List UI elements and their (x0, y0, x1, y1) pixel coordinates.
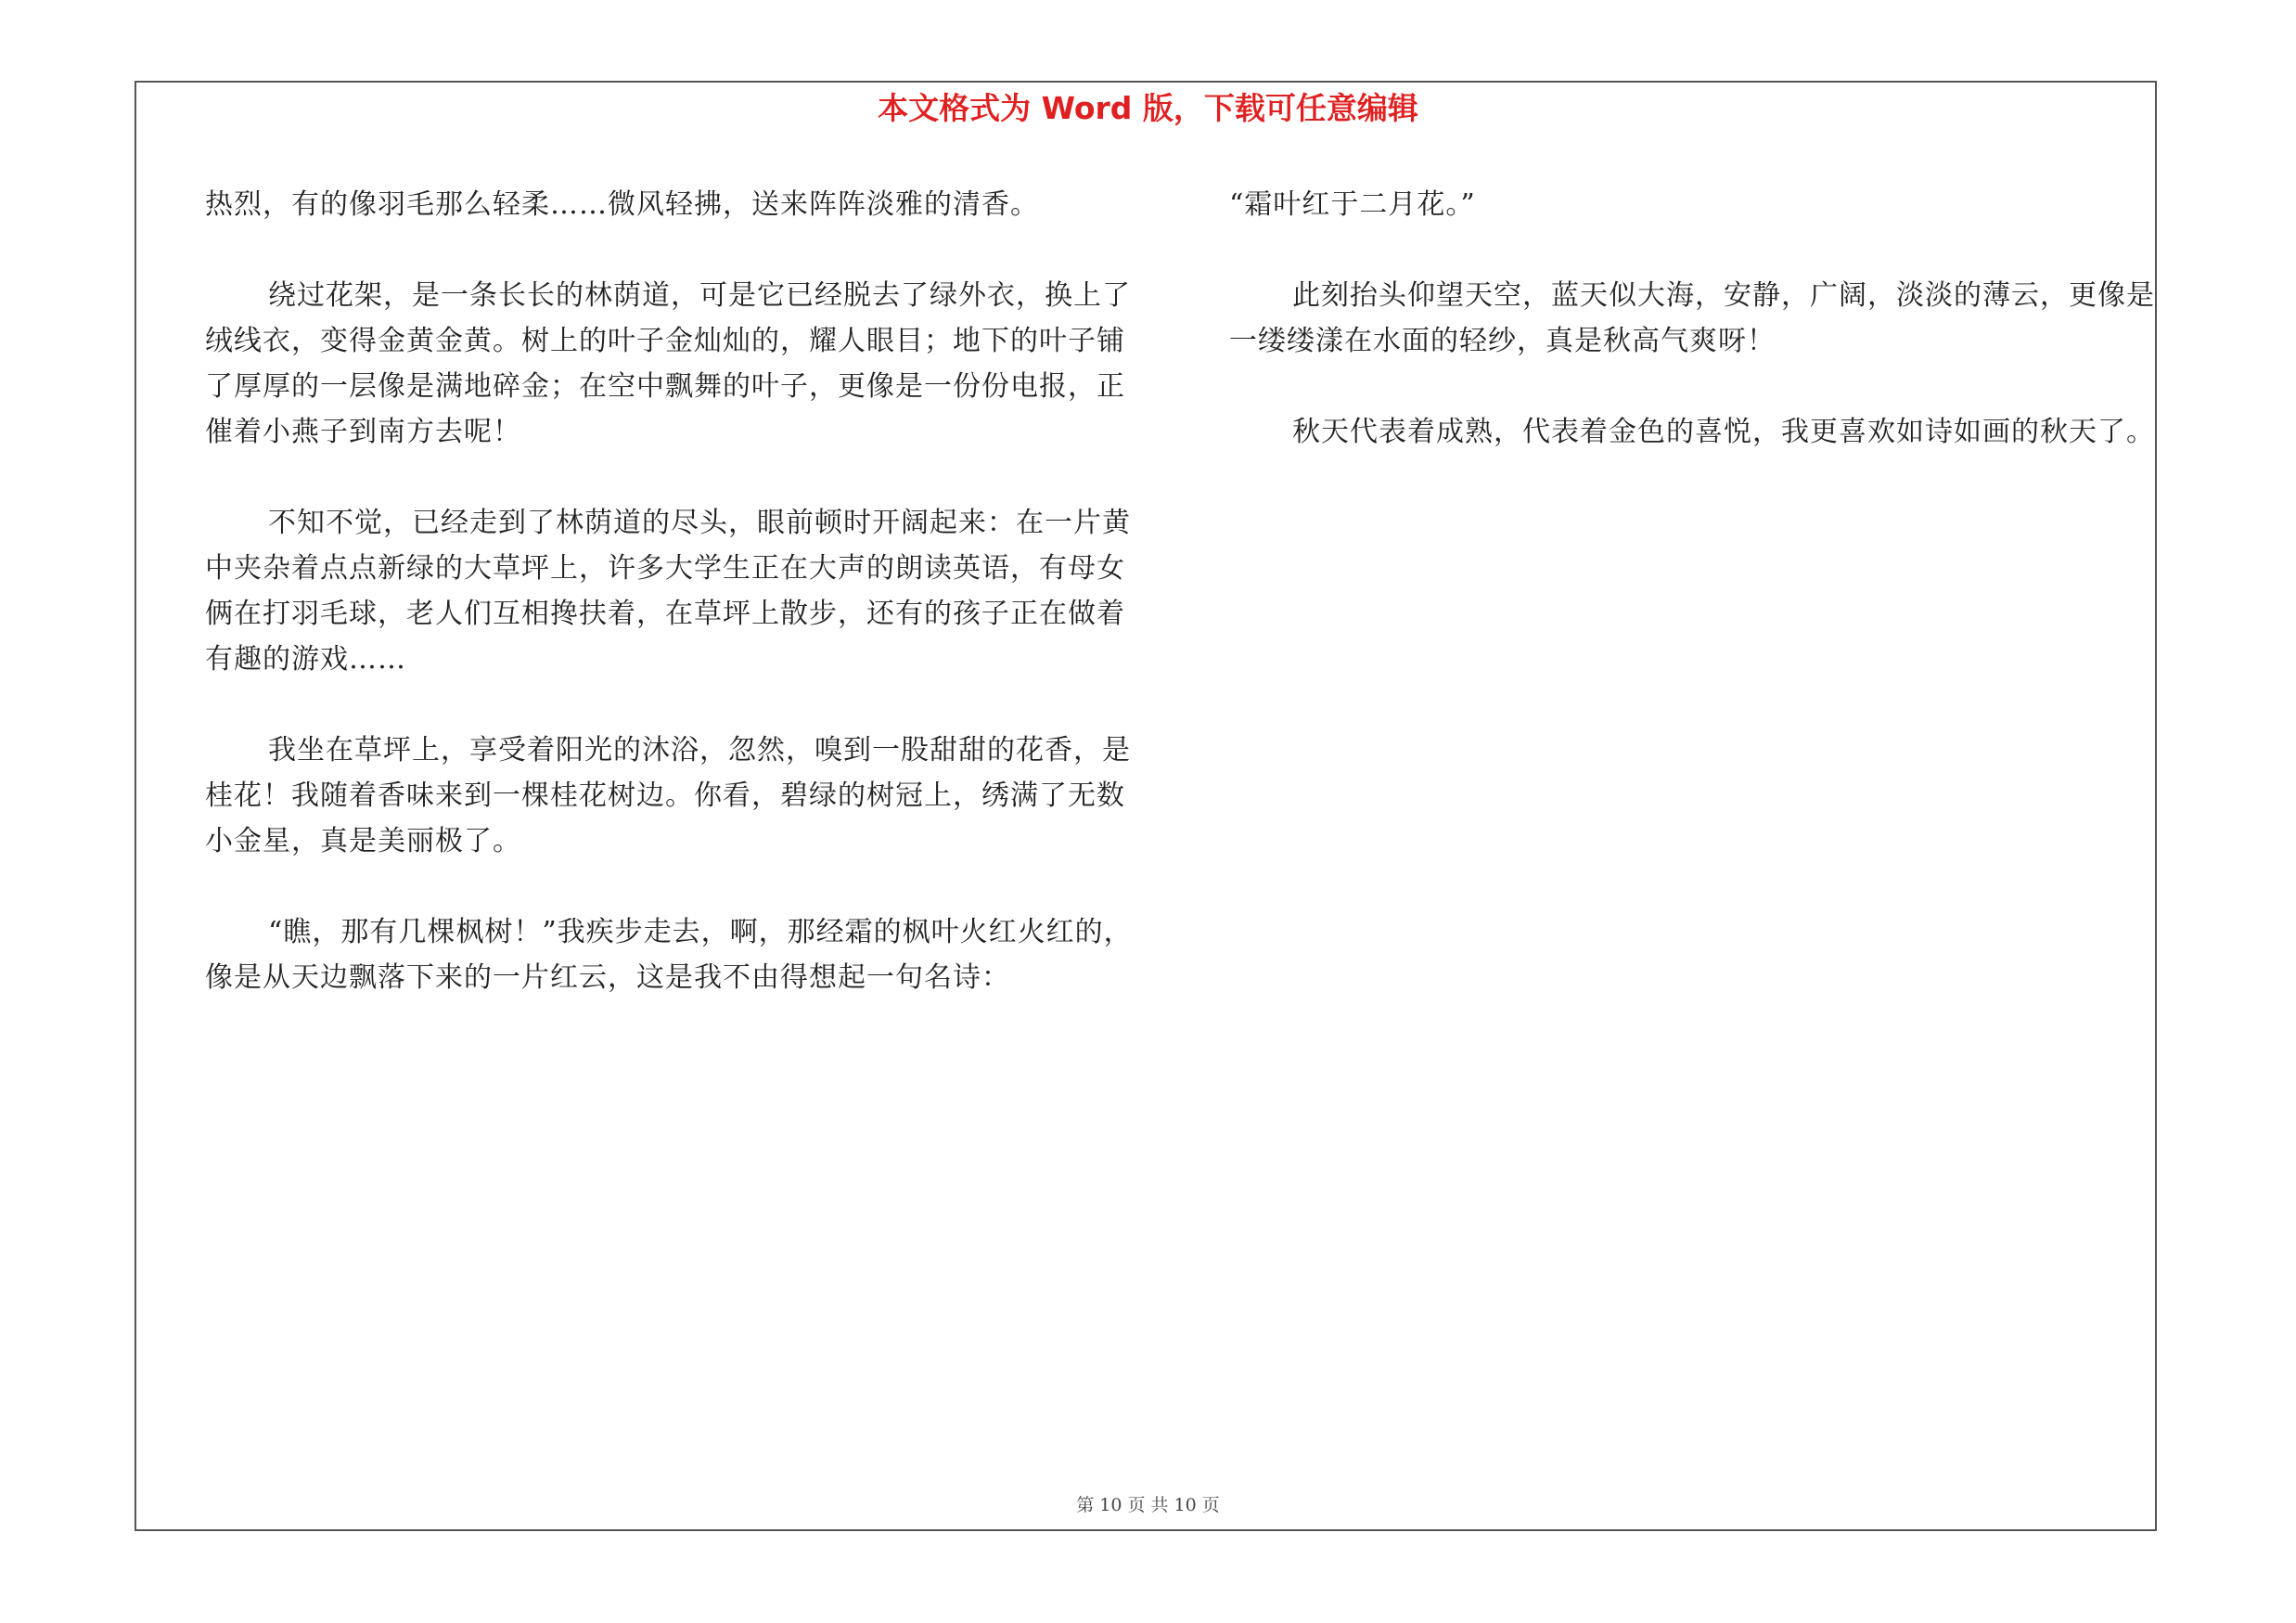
paragraph: “霜叶红于二月花。” (1229, 188, 1476, 221)
paragraph: 我坐在草坪上，享受着阳光的沐浴，忽然，嗅到一股甜甜的花香，是桂花！我随着香味来到一棵桂花树边。你看，碧绿的树冠上，绣满了无数小金星，真是美丽极了。 (205, 734, 1131, 857)
format-banner: 本文格式为 Word 版，下载可任意编辑 (878, 90, 1418, 126)
paragraph: “瞧，那有几棵枫树！”我疾步走去，啊，那经霜的枫叶火红火红的，像是从天边飘落下来的一片红云，这是我不由得想起一句名诗： (205, 916, 1133, 994)
paragraph: 秋天代表着成熟，代表着金色的喜悦，我更喜欢如诗如画的秋天了。 (1292, 416, 2155, 448)
paragraph: 绕过花架，是一条长长的林荫道，可是它已经脱去了绿外衣，换上了绒线衣，变得金黄金黄。树上的叶子金灿灿的，耀人眼目；地下的叶子铺了厚厚的一层像是满地碎金；在空中飘舞的叶子，更像是一份份电报，正催着小燕子到南方去呢！ (205, 279, 1131, 448)
paragraph: 此刻抬头仰望天空，蓝天似大海，安静，广阔，淡淡的薄云，更像是一缕缕漾在水面的轻纱，真是秋高气爽呀！ (1229, 279, 2155, 357)
page-number: 第 10 页 共 10 页 (1076, 1495, 1220, 1515)
left-text-column (205, 182, 1133, 1046)
paragraph: 热烈，有的像羽毛那么轻柔……微风轻拂，送来阵阵淡雅的清香。 (205, 188, 1039, 221)
right-text-column (1229, 182, 2157, 500)
paragraph: 不知不觉，已经走到了林荫道的尽头，眼前顿时开阔起来：在一片黄中夹杂着点点新绿的大草坪上，许多大学生正在大声的朗读英语，有母女俩在打羽毛球，老人们互相搀扶着，在草坪上散步，还有的孩子正在做着有趣的游戏…… (205, 507, 1131, 676)
